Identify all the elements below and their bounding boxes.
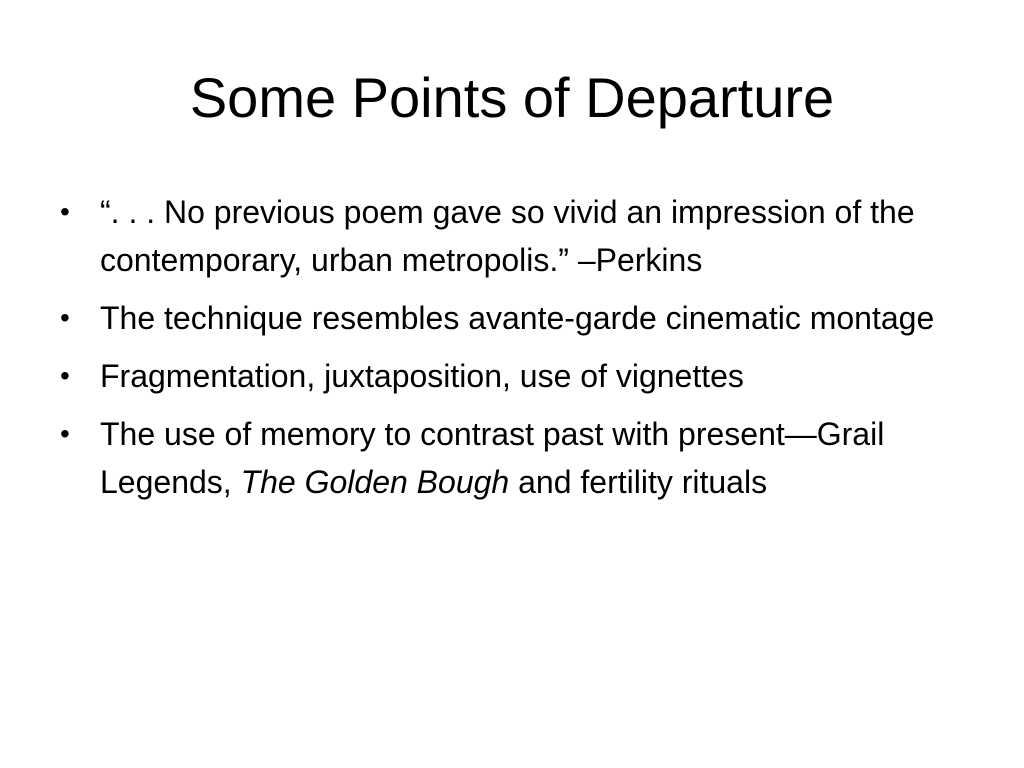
bullet-list xyxy=(56,188,936,516)
bullet-text-italic-title: The Golden Bough xyxy=(240,464,510,500)
bullet-icon: • xyxy=(60,418,70,449)
bullet-text: “. . . No previous poem gave so vivid an impression of the contemporary, urban metropolis.” –Perkins xyxy=(100,194,915,278)
bullet-text: Fragmentation, juxtaposition, use of vignettes xyxy=(100,358,744,394)
bullet-icon: • xyxy=(60,302,70,333)
bullet-icon: • xyxy=(60,196,70,227)
bullet-text: The technique resembles avante-garde cinematic montage xyxy=(100,300,935,336)
bullet-item-fragmentation xyxy=(56,352,936,400)
bullet-text xyxy=(100,410,936,506)
bullet-item-memory xyxy=(56,410,936,506)
bullet-item-perkins-quote xyxy=(56,188,936,284)
bullet-text-after: and fertility rituals xyxy=(509,464,768,500)
bullet-text-before: The use of memory to contrast past with present—Grail Legends, xyxy=(100,416,885,500)
bullet-icon: • xyxy=(60,360,70,391)
slide-title: Some Points of Departure xyxy=(189,66,835,129)
bullet-item-cinematic-montage xyxy=(56,294,936,342)
